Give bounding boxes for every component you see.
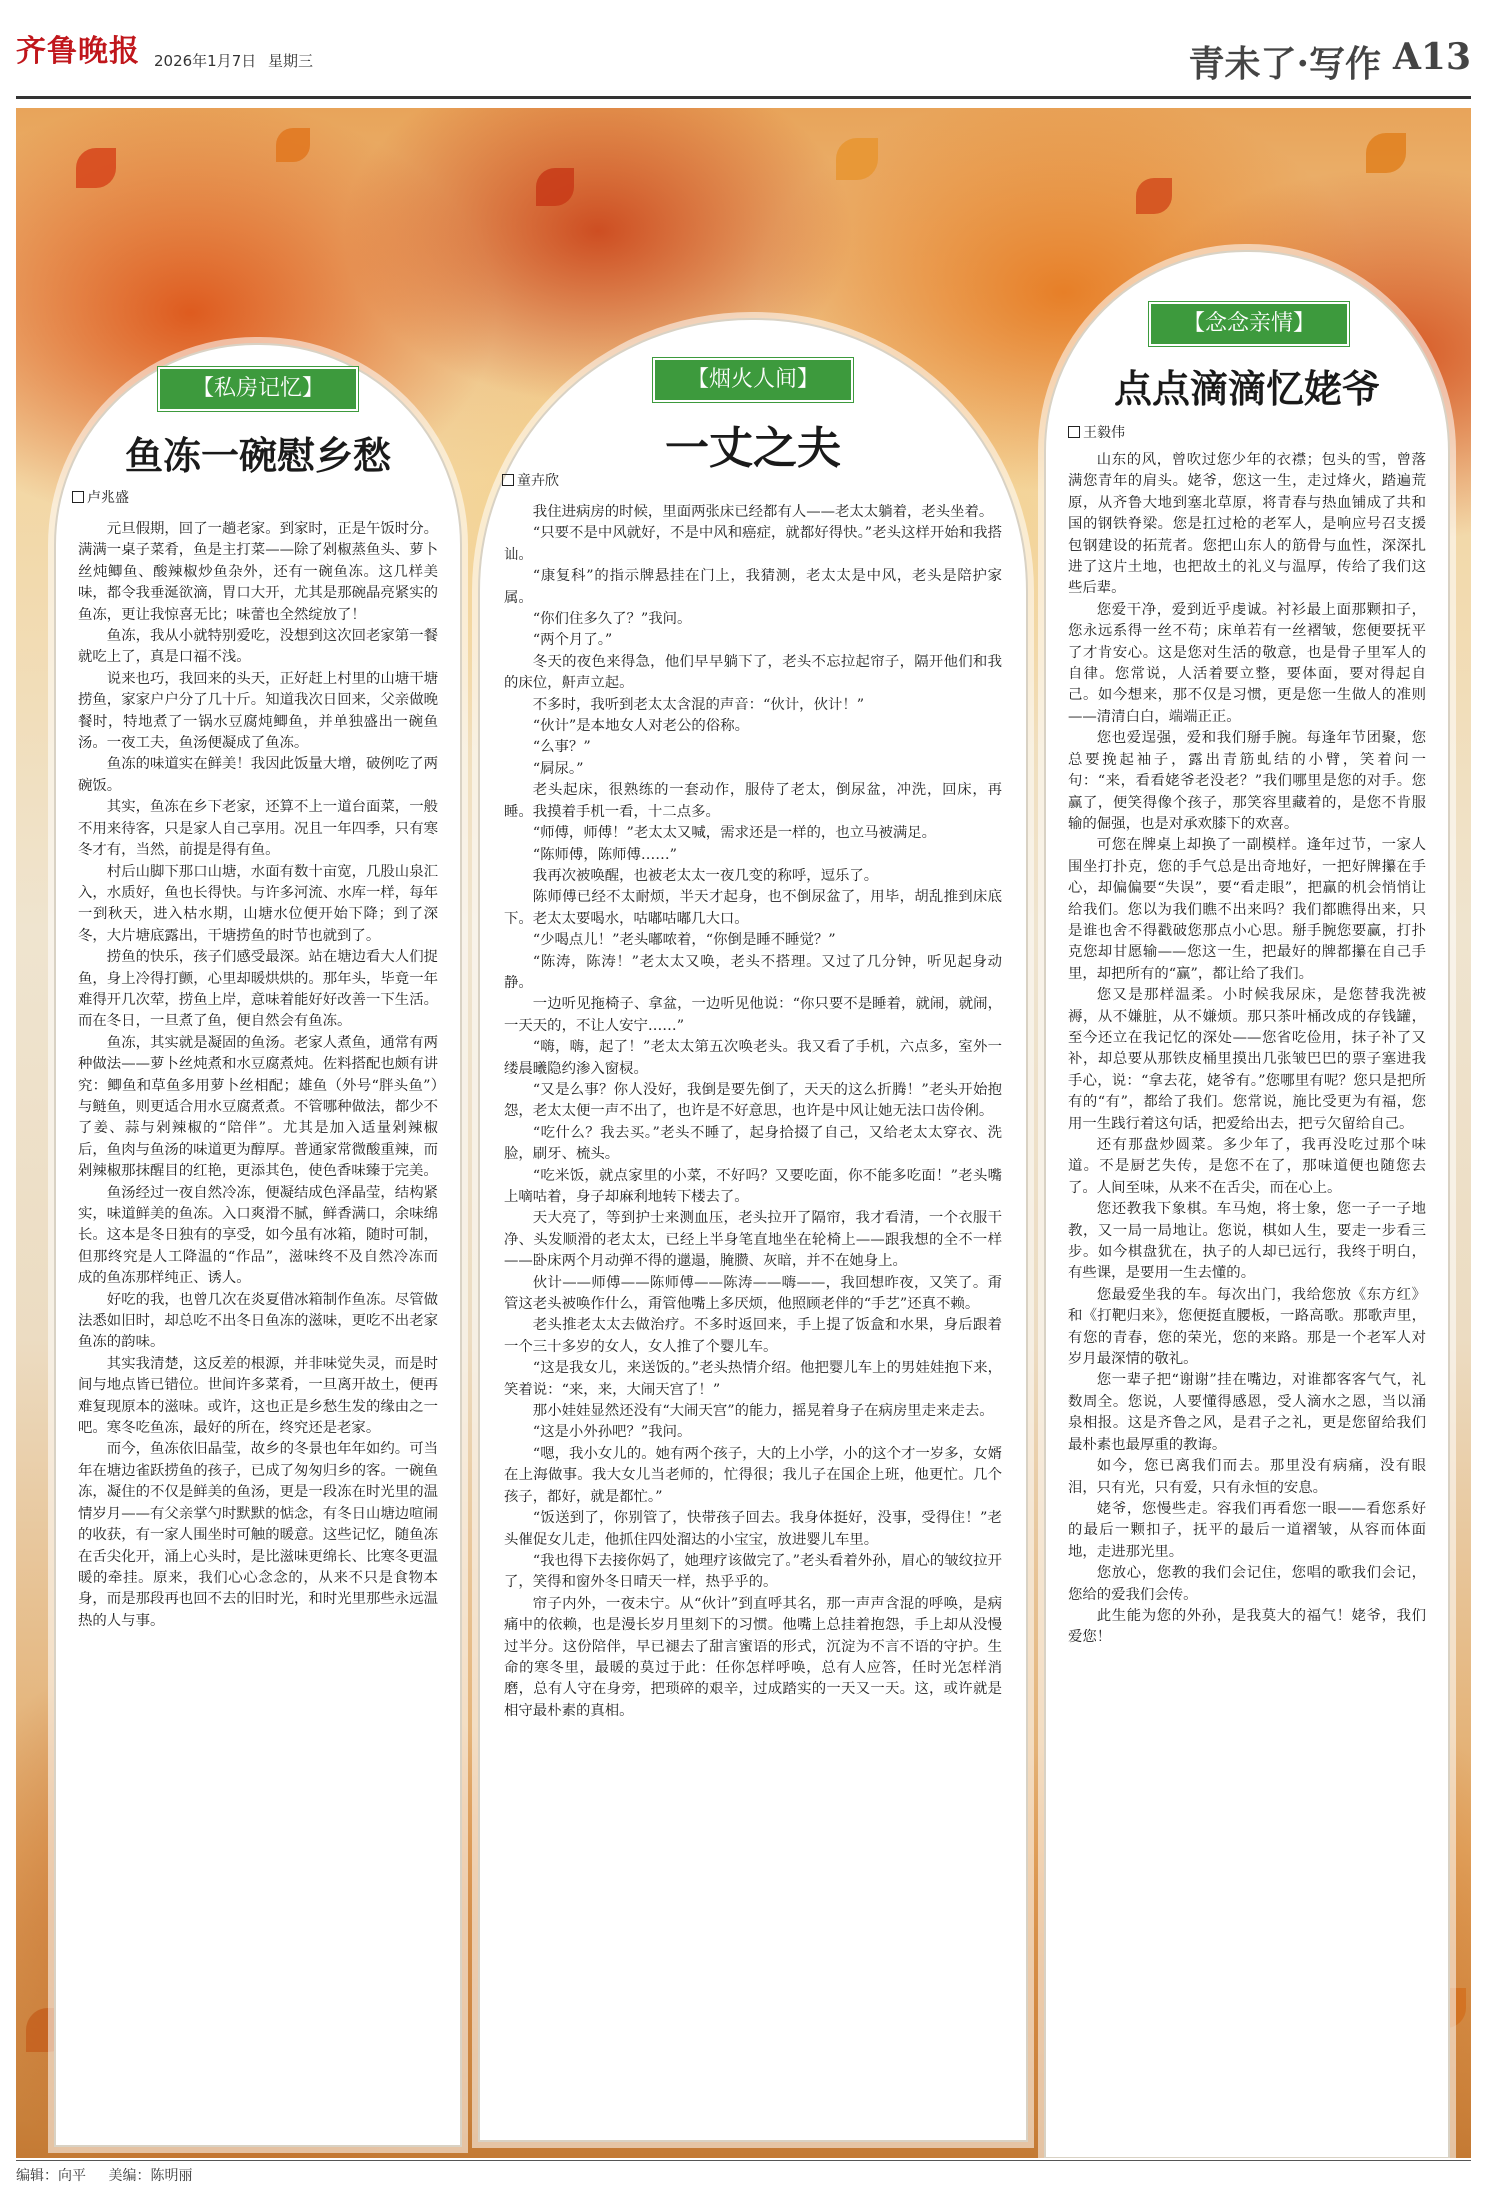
- page-footer: [16, 2165, 210, 2185]
- article-paragraph: 鱼冻，我从小就特别爱吃，没想到这次回老家第一餐就吃上了，真是口福不浅。: [78, 628, 438, 666]
- issue-date: 2026年1月7日: [154, 52, 257, 70]
- article-paragraph: 姥爷，您慢些走。容我们再看您一眼——看您系好的最后一颗扣子，抚平的最后一道褶皱，从容而体面地，走进那光里。: [1068, 1500, 1426, 1560]
- article-paragraph: 您也爱逞强，爱和我们掰手腕。每逢年节团聚，您总要挽起袖子，露出青筋虬结的小臂，笑着问一句：“来，看看姥爷老没老？”我们哪里是您的对手。您赢了，便笑得像个孩子，那笑容里藏着的，是您不肯服输的倔强，也是对承欢膝下的欢喜。: [1068, 730, 1426, 832]
- article-paragraph: 伙计——师傅——陈师傅——陈涛——嗨——，我回想昨夜，又笑了。甭管这老头被唤作什么，甭管他嘴上多厌烦，他照顾老伴的“手艺”还真不赖。: [504, 1274, 1002, 1313]
- article-tag: 【烟火人间】: [653, 358, 853, 402]
- article-paragraph: 说来也巧，我回来的头天，正好赶上村里的山塘干塘捞鱼，家家户户分了几十斤。知道我次日回来，父亲做晚餐时，特地煮了一锅水豆腐炖鲫鱼，并单独盛出一碗鱼汤。一夜工夫，鱼汤便凝成了鱼冻。: [78, 670, 438, 752]
- article-paragraph: 山东的风，曾吹过您少年的衣襟；包头的雪，曾落满您青年的肩头。姥爷，您这一生，走过烽火，踏遍荒原，从齐鲁大地到塞北草原，将青春与热血铺成了共和国的钢铁脊梁。您是扛过枪的老军人，是响应号召支援包钢建设的拓荒者。您把山东人的筋骨与血性，深深扎进了这片土地，也把故土的礼义与温厚，传给了我们这些后辈。: [1068, 452, 1426, 597]
- article-paragraph: 一边听见拖椅子、拿盆，一边听见他说：“你只要不是睡着，就闹，就闹，一天天的，不让人安宁……”: [504, 996, 1002, 1034]
- leaf-decoration: [276, 128, 310, 162]
- article-title: 鱼冻一碗慰乡愁: [124, 433, 391, 478]
- article-paragraph: “两个月了。”: [532, 632, 613, 649]
- article-paragraph: 好吃的我，也曾几次在炎夏借冰箱制作鱼冻。尽管做法悉如旧时，却总吃不出冬日鱼冻的滋味，更吃不出老家鱼冻的韵味。: [78, 1291, 438, 1351]
- article-paragraph: 村后山脚下那口山塘，水面有数十亩宽，几股山泉汇入，水质好，鱼也长得快。与许多河流、水库一样，每年一到秋天，进入枯水期，山塘水位便开始下降；到了深冬，大片塘底露出，干塘捞鱼的时节也就到了。: [78, 863, 438, 944]
- article-paragraph: 元旦假期，回了一趟老家。到家时，正是午饭时分。满满一桌子菜肴，鱼是主打菜——除了剁椒蒸鱼头、萝卜丝炖鲫鱼、酸辣椒炒鱼杂外，还有一碗鱼冻。这几样美味，都令我垂涎欲滴，胃口大开，尤其是那碗晶亮紧实的鱼冻，更让我惊喜无比；味蕾也全然绽放了！: [78, 521, 438, 623]
- article-paragraph: “少喝点儿！”老头嘟哝着，“你倒是睡不睡觉？”: [532, 932, 836, 949]
- article-paragraph: “我也得下去接你妈了，她理疗该做完了。”老头看着外孙，眉心的皱纹拉开了，笑得和窗外冬日晴天一样，热乎乎的。: [504, 1552, 1002, 1591]
- article-frame-3: [1044, 250, 1450, 2158]
- article-paragraph: “屙尿。”: [532, 760, 584, 777]
- article-paragraph: “康复科”的指示牌悬挂在门上，我猜测，老太太是中风，老头是陪护家属。: [504, 568, 1002, 606]
- article-paragraph: 陈师傅已经不太耐烦，半天才起身，也不倒尿盆了，用毕，胡乱推到床底下。老太太要喝水，咕嘟咕嘟几大口。: [504, 889, 1002, 927]
- article-paragraph: “吃米饭，就点家里的小菜，不好吗？又要吃面，你不能多吃面！”老头嘴上嘀咕着，身子却麻利地转下楼去了。: [504, 1167, 1002, 1205]
- author-name: 卢兆盛: [87, 490, 129, 506]
- designer-credit: 美编：陈明丽: [108, 2168, 193, 2184]
- article-paragraph: 此生能为您的外孙，是我莫大的福气！姥爷，我们爱您！: [1068, 1607, 1426, 1646]
- article-paragraph: 我住进病房的时候，里面两张床已经都有人——老太太躺着，老头坐着。: [532, 504, 994, 520]
- article-paragraph: 鱼冻，其实就是凝固的鱼汤。老家人煮鱼，通常有两种做法——萝卜丝炖煮和水豆腐煮炖。佐料搭配也颇有讲究：鲫鱼和草鱼多用萝卜丝相配；雄鱼（外号“胖头鱼”）与鲢鱼，则更适合用水豆腐煮煮。不管哪种做法，都少不了姜、蒜与剁辣椒的“陪伴”。尤其是加入适量剁辣椒后，鱼肉与鱼汤的味道更为醇厚。普通家常微酸重辣，而剁辣椒那抹醒目的红艳，更添其色，使色香味臻于完美。: [78, 1034, 438, 1180]
- article-paragraph: “陈涛，陈涛！”老太太又唤，老头不搭理。又过了几分钟，听见起身动静。: [504, 953, 1002, 991]
- article-paragraph: “嗨，嗨，起了！”老太太第五次唤老头。我又看了手机，六点多，室外一缕晨曦隐约渗入窗棂。: [504, 1039, 1002, 1077]
- leaf-decoration: [1366, 133, 1406, 173]
- article-paragraph: “你们住多久了？”我问。: [532, 611, 692, 628]
- page-number: A13: [1392, 36, 1471, 78]
- article-paragraph: “又是么事？你人没好，我倒是要先倒了，天天的这么折腾！”老头开始抱怨，老太太便一声不出了，也许是不好意思，也许是中风让她无法口齿伶俐。: [504, 1081, 1002, 1120]
- article-paragraph: 鱼汤经过一夜自然冷冻，便凝结成色泽晶莹，结构紧实，味道鲜美的鱼冻。入口爽滑不腻，鲜香满口，余味绵长。这本是冬日独有的享受，如今虽有冰箱，随时可制，但那终究是人工降温的“作品”，滋味终不及自然冷冻而成的鱼冻那样纯正、诱人。: [78, 1184, 438, 1287]
- article-paragraph: “师傅，师傅！”老太太又喊，需求还是一样的，也立马被满足。: [532, 825, 937, 842]
- article-paragraph: 其实我清楚，这反差的根源，并非味觉失灵，而是时间与地点皆已错位。世间许多菜肴，一旦离开故土，便再难复现原本的滋味。或许，这也正是乡愁生发的缘由之一吧。寒冬吃鱼冻，最好的所在，终究还是老家。: [78, 1355, 438, 1437]
- article-body: [504, 502, 1002, 2127]
- article-paragraph: 您一辈子把“谢谢”挂在嘴边，对谁都客客气气，礼数周全。您说，人要懂得感恩，受人滴水之恩，当以涌泉相报。这是齐鲁之风，是君子之礼，更是您留给我们最朴素也最厚重的教诲。: [1068, 1372, 1426, 1453]
- article-paragraph: 捞鱼的快乐，孩子们感受最深。站在塘边看大人们捉鱼，身上冷得打颤，心里却暖烘烘的。那年头，毕竟一年难得开几次荤，捞鱼上岸，意味着能好好改善一下生活。而在冬日，一旦煮了鱼，便自然会有鱼冻。: [78, 949, 438, 1030]
- article-paragraph: “只要不是中风就好，不是中风和癌症，就都好得快。”老头这样开始和我搭讪。: [504, 525, 1002, 563]
- article-frame-2: [478, 318, 1028, 2142]
- article-paragraph: 您放心，您教的我们会记住，您唱的歌我们会记，您给的爱我们会传。: [1068, 1565, 1426, 1603]
- article-author: [72, 487, 129, 507]
- article-paragraph: 帘子内外，一夜未宁。从“伙计”到直呼其名，那一声声含混的呼唤，是病痛中的依赖，也是漫长岁月里刻下的习惯。他嘴上总挂着抱怨，手上却从没慢过半分。这份陪伴，早已褪去了甜言蜜语的形式，沉淀为不言不语的守护。生命的寒冬里，最暖的莫过于此：任你怎样呼唤，总有人应答，任时光怎样消磨，总有人守在身旁，把琐碎的艰辛，过成踏实的一天又一天。这，或许就是相守最朴素的真相。: [504, 1595, 1002, 1719]
- article-title: 点点滴滴忆姥爷: [1113, 366, 1380, 411]
- editor-credit: 编辑：向平: [16, 2168, 86, 2184]
- leaf-decoration: [836, 138, 878, 180]
- article-paragraph: 您最爱坐我的车。每次出门，我给您放《东方红》和《打靶归来》，您便挺直腰板，一路高歌。那歌声里，有您的青春，您的荣光，您的来路。那是一个老军人对岁月最深情的敬礼。: [1068, 1286, 1426, 1368]
- leaf-decoration: [76, 148, 116, 188]
- article-paragraph: “这是我女儿，来送饭的。”老头热情介绍。他把婴儿车上的男娃娃抱下来，笑着说：“来，来，大闹天宫了！”: [504, 1360, 1002, 1398]
- article-paragraph: 您又是那样温柔。小时候我尿床，是您替我洗被褥，从不嫌脏，从不嫌烦。那只茶叶桶改成的存钱罐，至今还立在我记忆的深处——您省吃俭用，抹子补了又补，却总要从那铁皮桶里摸出几张皱巴巴的票子塞进我手心，说：“拿去花，姥爷有。”您哪里有呢？您只是把所有的“有”，都给了我们。您常说，施比受更为有福，您用一生践行着这句话，把爱给出去，把亏欠留给自己。: [1068, 987, 1426, 1132]
- article-frame-1: [54, 343, 462, 2147]
- article-paragraph: “伙计”是本地女人对老公的俗称。: [532, 718, 749, 735]
- article-paragraph: 而今，鱼冻依旧晶莹，故乡的冬景也年年如约。可当年在塘边雀跃捞鱼的孩子，已成了匆匆归乡的客。一碗鱼冻，凝住的不仅是鲜美的鱼汤，更是一段冻在时光里的温情岁月——有父亲掌勺时默默的惦念，有冬日山塘边喧闹的收获，有一家人围坐时可触的暖意。这些记忆，随鱼冻在舌尖化开，涌上心头时，是比滋味更绵长、比寒冬更温暖的牵挂。原来，我们心心念念的，从来不只是食物本身，而是那段再也回不去的旧时光，和时光里那些永远温热的人与事。: [78, 1441, 438, 1629]
- article-tag: 【私房记忆】: [158, 367, 358, 411]
- article-paragraph: 冬天的夜色来得急，他们早早躺下了，老头不忘拉起帘子，隔开他们和我的床位，鼾声立起。: [504, 653, 1002, 692]
- article-paragraph: “吃什么？我去买。”老头不睡了，起身拾掇了自己，又给老太太穿衣、洗脸，刷牙、梳头。: [504, 1124, 1002, 1163]
- article-paragraph: 如今，您已离我们而去。那里没有病痛，没有眼泪，只有光，只有爱，只有永恒的安息。: [1068, 1458, 1426, 1496]
- author-box-icon: [502, 474, 514, 486]
- article-paragraph: 不多时，我听到老太太含混的声音：“伙计，伙计！”: [532, 696, 865, 713]
- article-paragraph: “这是小外孙吧？”我问。: [532, 1424, 692, 1441]
- header-rule: [16, 96, 1471, 99]
- author-box-icon: [72, 491, 84, 503]
- article-paragraph: 那小娃娃显然还没有“大闹天宫”的能力，摇晃着身子在病房里走来走去。: [532, 1403, 994, 1420]
- article-author: [502, 470, 559, 490]
- author-name: 王毅伟: [1083, 425, 1125, 441]
- article-paragraph: 还有那盘炒圆菜。多少年了，我再没吃过那个味道。不是厨艺失传，是您不在了，那味道便也随您去了。人间至味，从来不在舌尖，而在心上。: [1068, 1137, 1426, 1196]
- article-paragraph: 其实，鱼冻在乡下老家，还算不上一道台面菜，一般不用来待客，只是家人自己享用。况且一年四季，只有寒冬才有，当然，前提是得有鱼。: [78, 799, 438, 859]
- article-paragraph: 老头起床，很熟练的一套动作，服侍了老太，倒尿盆，冲洗，回床，再睡。我摸着手机一看，十二点多。: [504, 782, 1002, 820]
- article-paragraph: “嗯，我小女儿的。她有两个孩子，大的上小学，小的这个才一岁多，女婿在上海做事。我大女儿当老师的，忙得很；我儿子在国企上班，他更忙。几个孩子，都好，就是都忙。”: [504, 1445, 1002, 1505]
- footer-rule: [16, 2160, 1471, 2161]
- article-paragraph: “饭送到了，你别管了，快带孩子回去。我身体挺好，没事，受得住！”老头催促女儿走，他抓住四处溜达的小宝宝，放进婴儿车里。: [504, 1510, 1002, 1548]
- issue-weekday: 星期三: [268, 52, 314, 70]
- article-paragraph: 可您在牌桌上却换了一副模样。逢年过节，一家人围坐打扑克，您的手气总是出奇地好，一把好牌攥在手心，却偏偏要“失误”，要“看走眼”，把赢的机会悄悄让给我们。您以为我们瞧不出来吗？我们都瞧得出来，只是谁也舍不得戳破您那点小心思。掰手腕您要赢，打扑克您却甘愿输——您这一生，把最好的牌都攥在自己手里，却把所有的“赢”，都让给了我们。: [1068, 837, 1426, 982]
- article-body: [1068, 450, 1426, 2140]
- article-tag: 【念念亲情】: [1149, 302, 1349, 346]
- article-paragraph: 老头推老太太去做治疗。不多时返回来，手上提了饭盒和水果，身后跟着一个三十多岁的女人，女人推了个婴儿车。: [504, 1317, 1002, 1355]
- article-paragraph: 您爱干净，爱到近乎虔诚。衬衫最上面那颗扣子，您永远系得一丝不苟；床单若有一丝褶皱，您便要抚平了才肯安心。这是您对生活的敬意，也是骨子里军人的自律。您常说，人活着要立整，要体面，要对得起自己。如今想来，那不仅是习惯，更是您一生做人的准则——清清白白，端端正正。: [1068, 601, 1426, 725]
- author-name: 童卉欣: [517, 473, 559, 489]
- article-paragraph: 鱼冻的味道实在鲜美！我因此饭量大增，破例吃了两碗饭。: [78, 756, 438, 794]
- article-author: [1068, 422, 1125, 442]
- masthead: [16, 14, 1471, 84]
- article-paragraph: 我再次被唤醒，也被老太太一夜几变的称呼，逗乐了。: [532, 867, 879, 884]
- article-title: 一丈之夫: [665, 423, 841, 474]
- article-body: [78, 519, 438, 2134]
- article-paragraph: “么事？”: [532, 739, 591, 756]
- author-box-icon: [1068, 426, 1080, 438]
- leaf-decoration: [536, 168, 574, 206]
- article-paragraph: 天大亮了，等到护士来测血压，老头拉开了隔帘，我才看清，一个衣服干净、头发顺滑的老太太，已经上半身笔直地坐在轮椅上——跟我想的全不一样——卧床两个月动弹不得的邋遢，腌臜、灰暗，并不在她身上。: [504, 1210, 1002, 1270]
- article-paragraph: 您还教我下象棋。车马炮，将士象，您一子一子地教，又一局一局地让。您说，棋如人生，要走一步看三步。如今棋盘犹在，执子的人却已远行，我终于明白，有些课，是要用一生去懂的。: [1068, 1201, 1426, 1282]
- article-paragraph: “陈师傅，陈师傅……”: [532, 846, 678, 863]
- autumn-leaves-background: [16, 108, 1471, 2158]
- newspaper-logo: 齐鲁晚报: [16, 34, 140, 69]
- leaf-decoration: [1136, 178, 1172, 214]
- section-title: 青未了·写作: [1188, 43, 1381, 85]
